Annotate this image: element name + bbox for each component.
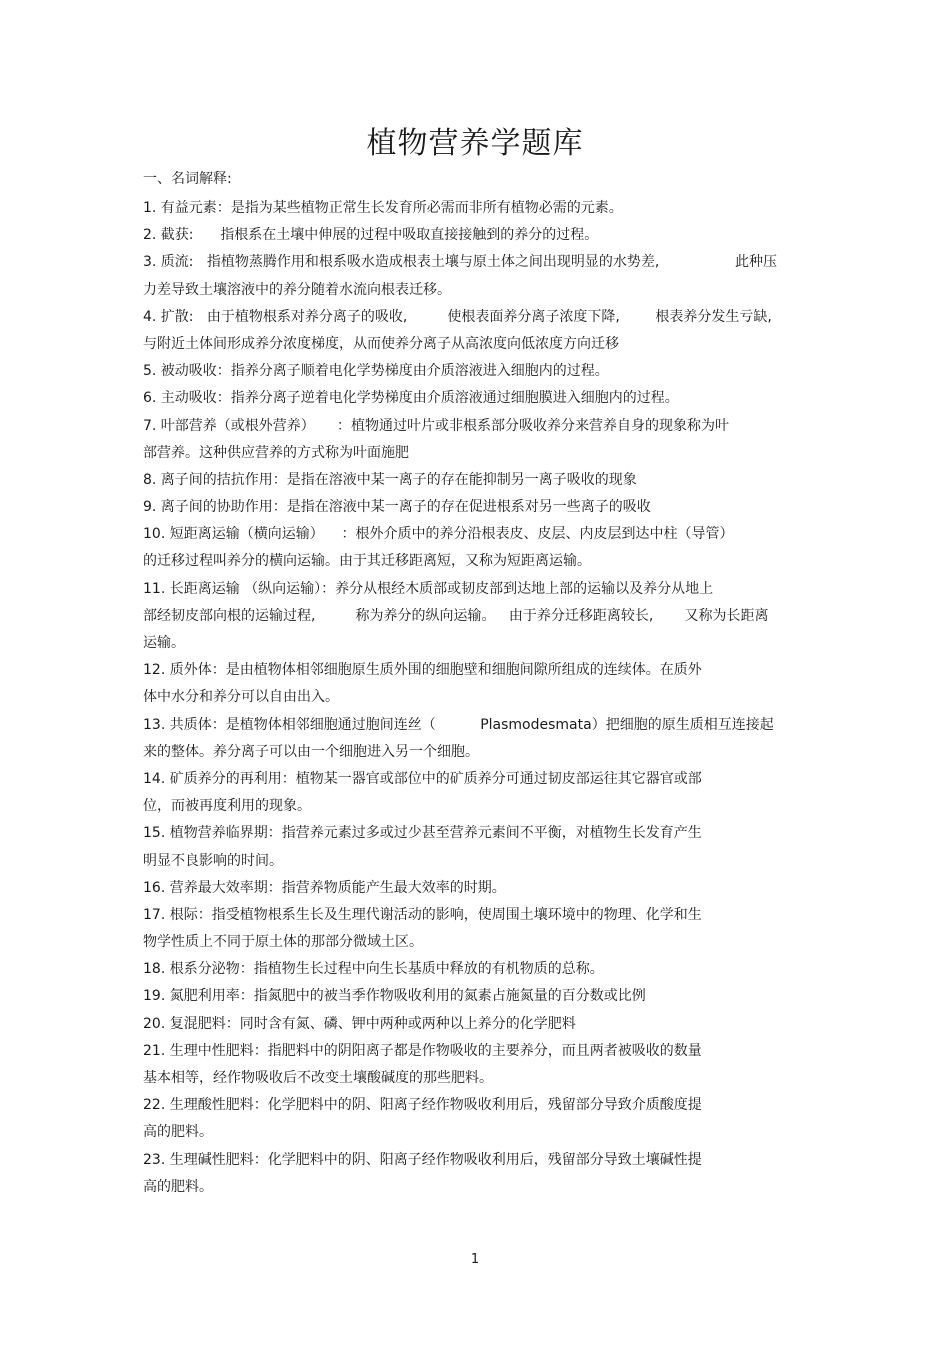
text-line: 14. 矿质养分的再利用：植物某一器官或部位中的矿质养分可通过韧皮部运往其它器官或部 [143, 770, 702, 787]
text-line: 17. 根际：指受植物根系生长及生理代谢活动的影响，使周围土壤环境中的物理、化学和生 [143, 906, 702, 923]
text-line: 13. 共质体：是植物体相邻细胞通过胞间连丝（ Plasmodesmata）把细胞的原生质相互连接起 [143, 716, 774, 733]
text-line: 基本相等，经作物吸收后不改变土壤酸碱度的那些肥料。 [143, 1070, 493, 1086]
text-line: 15. 植物营养临界期：指营养元素过多或过少甚至营养元素间不平衡，对植物生长发育产生 [143, 825, 702, 842]
text-line: 物学性质上不同于原土体的那部分微域土区。 [143, 934, 423, 951]
text-line: 18. 根系分泌物：指植物生长过程中向生长基质中释放的有机物质的总称。 [143, 961, 604, 978]
text-line: 10. 短距离运输（横向运输） ：根外介质中的养分沿根表皮、皮层、内皮层到达中柱（导管） [143, 526, 734, 543]
document-body [143, 195, 813, 1201]
text-line: 11. 长距离运输 （纵向运输）：养分从根经木质部或韧皮部到达地上部的运输以及养分从地上 [143, 580, 714, 597]
text-line: 位，而被再度利用的现象。 [143, 798, 311, 815]
text-line: 9. 离子间的协助作用：是指在溶液中某一离子的存在促进根系对另一些离子的吸收 [143, 499, 651, 516]
text-line: 6. 主动吸收：指养分离子逆着电化学势梯度由介质溶液通过细胞膜进入细胞内的过程。 [143, 390, 679, 407]
text-line: 高的肥料。 [143, 1178, 213, 1195]
text-line: 运输。 [143, 635, 185, 651]
text-line: 21. 生理中性肥料：指肥料中的阴阳离子都是作物吸收的主要养分，而且两者被吸收的数量 [143, 1042, 702, 1059]
text-line: 4. 扩散: 由于植物根系对养分离子的吸收, 使根表面养分离子浓度下降, 根表养分发生亏缺, [143, 308, 772, 325]
text-line: 12. 质外体：是由植物体相邻细胞原生质外围的细胞壁和细胞间隙所组成的连续体。在质外 [143, 662, 702, 679]
text-line: 16. 营养最大效率期：指营养物质能产生最大效率的时期。 [143, 879, 506, 896]
text-line: 的迁移过程叫养分的横向运输。由于其迁移距离短，又称为短距离运输。 [143, 553, 591, 570]
text-line: 1. 有益元素：是指为某些植物正常生长发育所必需而非所有植物必需的元素。 [143, 200, 623, 216]
text-line: 明显不良影响的时间。 [143, 852, 283, 869]
document-title: 植物营养学题库 [366, 126, 584, 161]
text-line: 力差导致土壤溶液中的养分随着水流向根表迁移。 [143, 281, 451, 298]
text-line: 高的肥料。 [143, 1124, 213, 1141]
text-line: 与附近土体间形成养分浓度梯度，从而使养分离子从高浓度向低浓度方向迁移 [143, 335, 619, 352]
text-line: 体中水分和养分可以自由出入。 [143, 689, 339, 706]
text-line: 2. 截获: 指根系在土壤中伸展的过程中吸取直接接触到的养分的过程。 [143, 227, 599, 244]
text-line: 22. 生理酸性肥料：化学肥料中的阴、阳离子经作物吸收利用后，残留部分导致介质酸度提 [143, 1097, 702, 1114]
text-line: 部营养。这种供应营养的方式称为叶面施肥 [143, 444, 409, 461]
text-line: 3. 质流: 指植物蒸腾作用和根系吸水造成根表土壤与原土体之间出现明显的水势差, 此种压 [143, 254, 777, 271]
text-line: 20. 复混肥料：同时含有氮、磷、钾中两种或两种以上养分的化学肥料 [143, 1015, 576, 1032]
text-line: 7. 叶部营养（或根外营养） ：植物通过叶片或非根系部分吸收养分来营养自身的现象称为叶 [143, 417, 730, 434]
text-line: 8. 离子间的拮抗作用：是指在溶液中某一离子的存在能抑制另一离子吸收的现象 [143, 471, 637, 488]
text-line: 5. 被动吸收：指养分离子顺着电化学势梯度由介质溶液进入细胞内的过程。 [143, 363, 609, 380]
text-line: 来的整体。养分离子可以由一个细胞进入另一个细胞。 [143, 743, 479, 760]
text-line: 部经韧皮部向根的运输过程, 称为养分的纵向运输。 由于养分迁移距离较长, 又称为长距离 [143, 607, 769, 624]
section-heading: 一、名词解释: [143, 171, 232, 187]
text-line: 23. 生理碱性肥料：化学肥料中的阴、阳离子经作物吸收利用后，残留部分导致土壤碱性提 [143, 1151, 702, 1168]
page-number: 1 [470, 1252, 480, 1267]
text-line: 19. 氮肥利用率：指氮肥中的被当季作物吸收利用的氮素占施氮量的百分数或比例 [143, 988, 646, 1005]
